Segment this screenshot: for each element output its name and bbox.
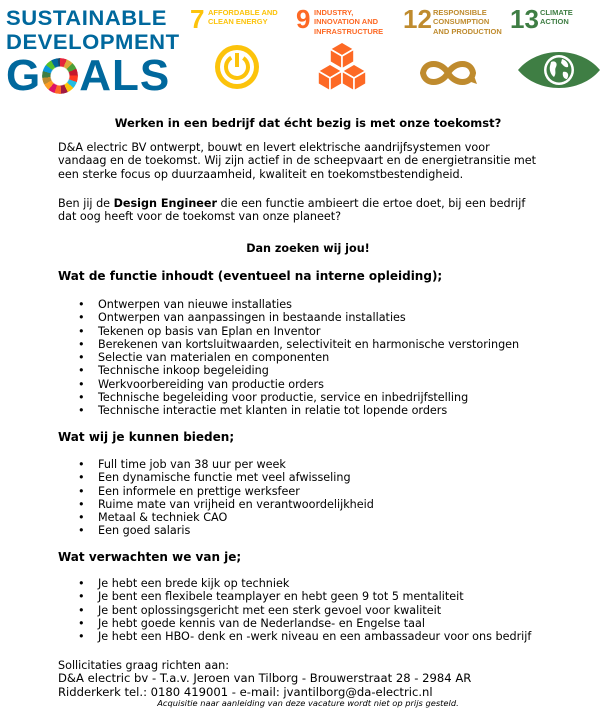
goal-13 [510, 6, 609, 96]
infinity-icon [415, 56, 481, 90]
intro-paragraph: D&A electric BV ontwerpt, bouwt en levert elektrische aandrijfsystemen voor vandaag en de toekomst. Wij zijn actief in de scheepvaart en de energietransitie met een sterke focus op duurzaamheid, kwaliteit en toekomstbestendigheid. [58, 141, 537, 181]
list-item: • Je hebt goede kennis van de Nederlandse- en Engelse taal [58, 617, 558, 630]
goal-12 [403, 6, 503, 96]
goal-number: 9 [296, 4, 311, 34]
goal-title: RESPONSIBLE CONSUMPTION AND PRODUCTION [433, 8, 502, 36]
role-title: Design Engineer [113, 197, 217, 210]
section-heading-duties: Wat de functie inhoudt (eventueel na interne opleiding); [58, 269, 443, 283]
contact-block [58, 659, 558, 699]
goal-number: 12 [403, 4, 432, 34]
duties-list [58, 298, 558, 418]
list-item: • Je hebt een HBO- denk en -werk niveau en een ambassadeur voor ons bedrijf [58, 630, 558, 643]
list-item: • Tekenen op basis van Eplan en Inventor [58, 325, 558, 338]
list-item: • Full time job van 38 uur per week [58, 458, 558, 471]
logo-line-2: DEVELOPMENT [6, 31, 180, 54]
list-item: • Een goed salaris [58, 524, 558, 537]
offer-list [58, 458, 558, 538]
cubes-icon [314, 40, 370, 94]
vacancy-title: Werken in een bedrijf dat écht bezig is met onze toekomst? [114, 116, 502, 130]
list-item: • Metaal & techniek CAO [58, 511, 558, 524]
section-heading-expectations: Wat verwachten we van je; [58, 550, 242, 564]
acquisition-disclaimer: Acquisitie naar aanleiding van deze vacature wordt niet op prijs gesteld. [157, 698, 459, 708]
eye-globe-icon [516, 48, 602, 92]
callout-heading: Dan zoeken wij jou! [246, 242, 370, 255]
list-item: • Een dynamische functie met veel afwisseling [58, 471, 558, 484]
goal-title: CLIMATE ACTION [540, 8, 573, 27]
contact-address: D&A electric bv - T.a.v. Jeroen van Tilborg - Brouwerstraat 28 - 2984 AR [58, 671, 472, 686]
logo-letters-als: ALS [79, 51, 171, 100]
sdg-wheel-icon [42, 58, 78, 94]
goal-title: INDUSTRY, INNOVATION AND INFRASTRUCTURE [314, 8, 384, 36]
list-item: • Ruime mate van vrijheid en verantwoordelijkheid [58, 498, 558, 511]
section-heading-offer: Wat wij je kunnen bieden; [58, 430, 235, 444]
logo-line-3 [6, 51, 171, 100]
role-paragraph [58, 197, 538, 224]
sdg-banner [0, 0, 609, 100]
list-item: • Je bent een flexibele teamplayer en hebt geen 9 tot 5 mentaliteit [58, 590, 558, 603]
list-item: • Werkvoorbereiding van productie orders [58, 378, 558, 391]
list-item: • Selectie van materialen en componenten [58, 351, 558, 364]
power-icon [212, 42, 262, 92]
list-item: • Technische interactie met klanten in relatie tot lopende orders [58, 404, 558, 417]
role-text-post: die een functie ambieert die ertoe doet, bij een bedrijf dat oog heeft voor de toekomst van onze planeet? [58, 197, 526, 224]
list-item: • Berekenen van kortsluitwaarden, selectiviteit en harmonische verstoringen [58, 338, 558, 351]
goal-9 [296, 6, 396, 96]
goal-7 [190, 6, 290, 96]
contact-intro: Sollicitaties graag richten aan: [58, 659, 230, 672]
list-item: • Je hebt een brede kijk op techniek [58, 577, 558, 590]
list-item: • Ontwerpen van nieuwe installaties [58, 298, 558, 311]
goal-title: AFFORDABLE AND CLEAN ENERGY [208, 8, 278, 27]
logo-letter-g: G [6, 51, 42, 100]
role-text-pre: Ben jij de [58, 197, 114, 210]
goal-number: 7 [190, 4, 205, 34]
list-item: • Technische begeleiding voor productie, service en inbedrijfstelling [58, 391, 558, 404]
logo-line-1: SUSTAINABLE [6, 7, 167, 30]
expectations-list [58, 577, 558, 643]
goal-number: 13 [510, 4, 539, 34]
list-item: • Technische inkoop begeleiding [58, 364, 558, 377]
list-item: • Je bent oplossingsgericht met een sterk gevoel voor kwaliteit [58, 604, 558, 617]
sdg-logo [4, 6, 180, 100]
list-item: • Ontwerpen van aanpassingen in bestaande installaties [58, 311, 558, 324]
list-item: • Een informele en prettige werksfeer [58, 485, 558, 498]
contact-phone-email: Ridderkerk tel.: 0180 419001 - e-mail: jvantilborg@da-electric.nl [58, 684, 433, 699]
